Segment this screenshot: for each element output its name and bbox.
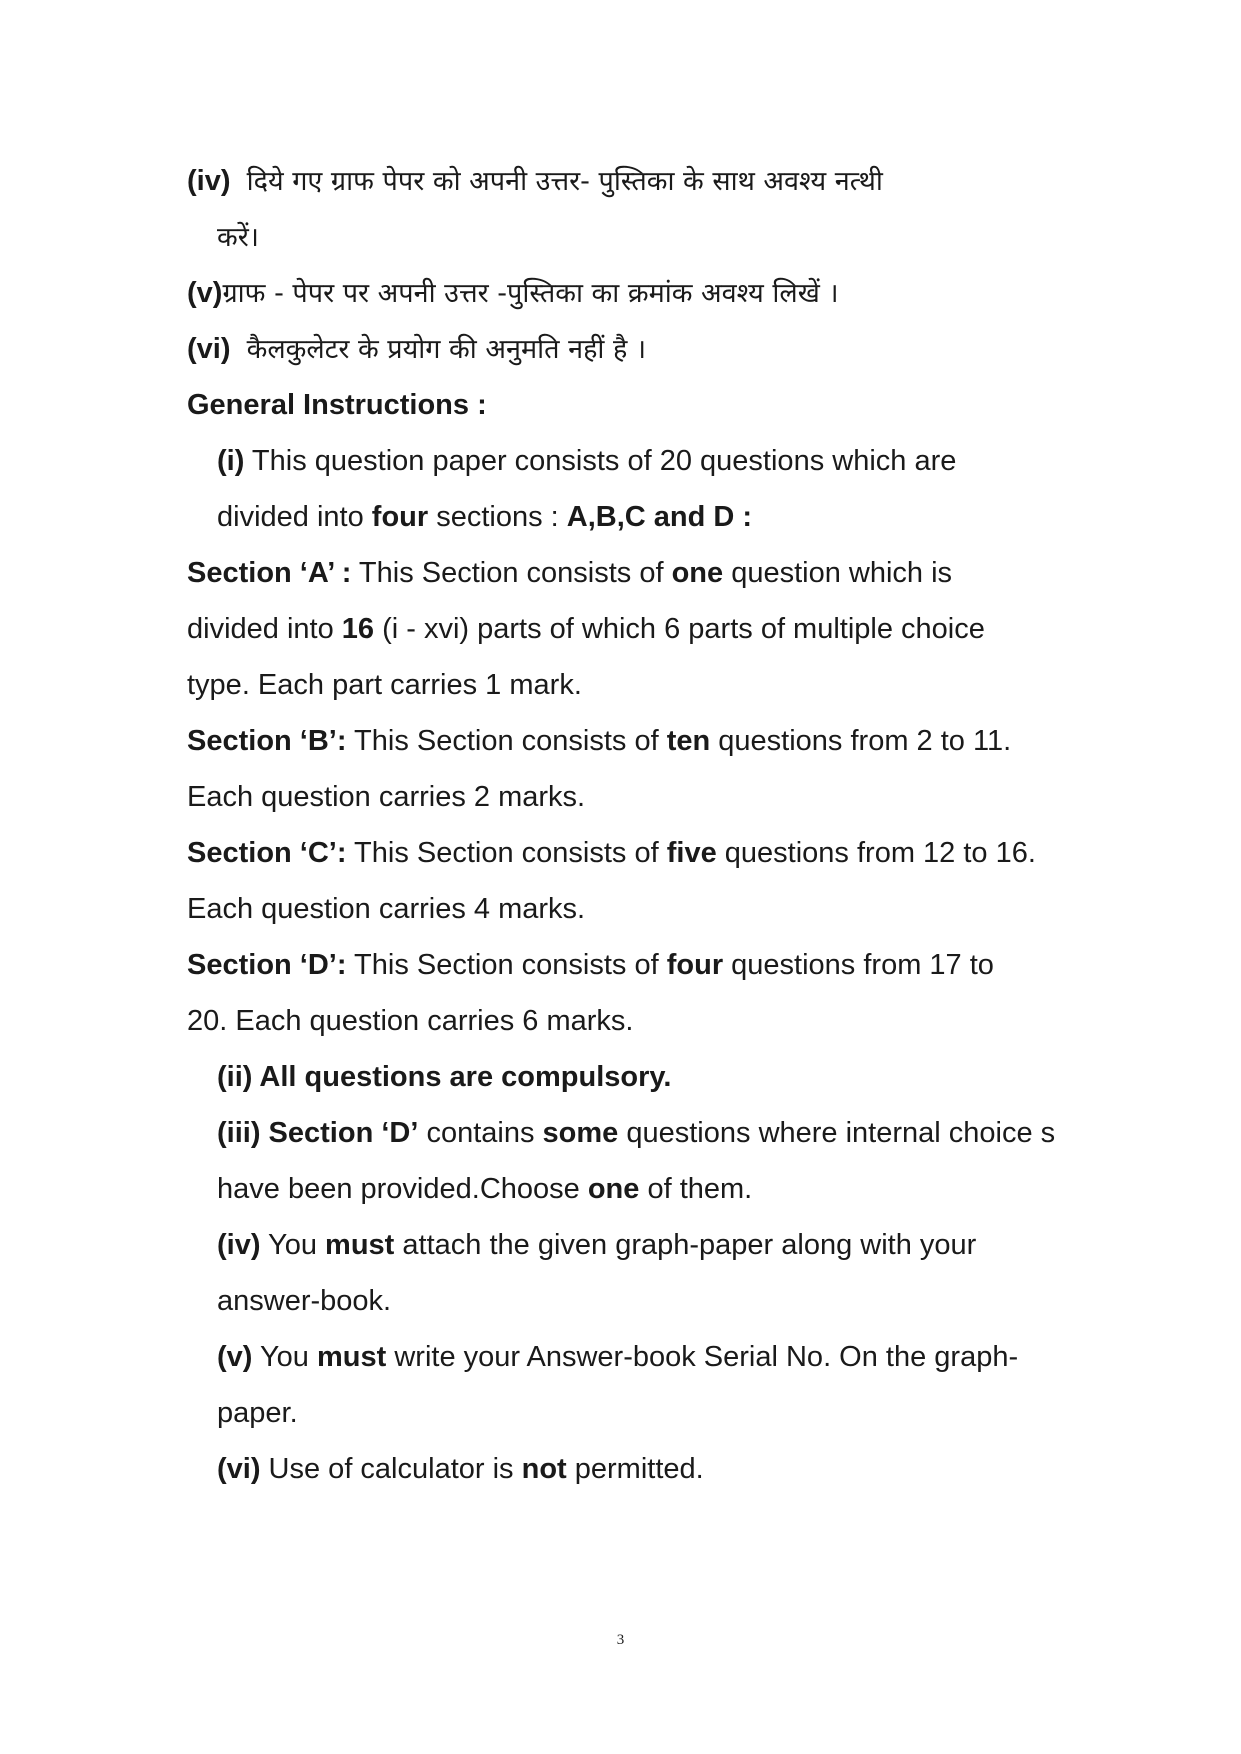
- instruction-iii-l2-a: have been provided.Choose: [217, 1173, 588, 1205]
- instruction-ii: [187, 1049, 1067, 1105]
- instruction-iv-cont: [187, 1273, 1067, 1329]
- section-d-four: four: [666, 949, 724, 981]
- instruction-v-l2: paper.: [217, 1397, 298, 1429]
- hindi-instruction-iv: [187, 153, 1067, 209]
- hindi-iv-label: (iv): [187, 165, 231, 197]
- instruction-vi-not: not: [521, 1453, 567, 1485]
- section-b-text-a: This Section consists of: [346, 725, 667, 757]
- instruction-i-text-c: sections :: [428, 501, 567, 533]
- instruction-iv-l2: answer-book.: [217, 1285, 392, 1317]
- instruction-v: [187, 1329, 1067, 1385]
- section-d-text-c: questions from 17 to: [723, 949, 994, 981]
- section-b-label: Section ‘B’:: [187, 725, 347, 757]
- instruction-i-text: This question paper consists of 20 questions which are: [244, 445, 957, 477]
- section-a-text-a: This Section consists of: [351, 557, 672, 589]
- section-c-label: Section ‘C’:: [187, 837, 347, 869]
- section-b-ten: ten: [666, 725, 711, 757]
- section-a-l2-a: divided into: [187, 613, 342, 645]
- section-d-line-2: [187, 993, 1067, 1049]
- instruction-v-a: You: [252, 1341, 317, 1373]
- instruction-iii-some: some: [542, 1117, 619, 1149]
- section-a-line-2: [187, 601, 1067, 657]
- hindi-iv-text: दिये गए ग्राफ पेपर को अपनी उत्तर- पुस्तिका के साथ अवश्य नत्थी: [246, 166, 883, 197]
- instruction-vi-a: Use of calculator is: [260, 1453, 522, 1485]
- section-a-line-3: [187, 657, 1067, 713]
- instruction-i-sections: A,B,C and D :: [566, 501, 753, 533]
- section-a-l2-c: (i - xvi) parts of which 6 parts of multiple choice: [374, 613, 985, 645]
- section-d-line-1: [187, 937, 1067, 993]
- section-a-text-c: question which is: [723, 557, 953, 589]
- page-number: 3: [616, 1632, 625, 1648]
- instruction-iii-cont: [187, 1161, 1067, 1217]
- instruction-i: [187, 433, 1067, 489]
- instruction-v-cont: [187, 1385, 1067, 1441]
- section-d-text-a: This Section consists of: [346, 949, 667, 981]
- instruction-iii-label: (iii) Section ‘D’: [217, 1117, 419, 1149]
- instruction-iii-c: questions where internal choice s: [618, 1117, 1056, 1149]
- instruction-vi-c: permitted.: [566, 1453, 704, 1485]
- section-d-label: Section ‘D’:: [187, 949, 347, 981]
- section-b-line-2: [187, 769, 1067, 825]
- hindi-iv-text-cont: करें।: [217, 222, 260, 253]
- section-d-l2: 20. Each question carries 6 marks.: [187, 1005, 634, 1037]
- section-b-l2: Each question carries 2 marks.: [187, 781, 586, 813]
- hindi-instruction-iv-cont: [187, 209, 1067, 265]
- instructions-body: [187, 153, 1067, 1497]
- instruction-iii-a: contains: [418, 1117, 543, 1149]
- section-a-sixteen: 16: [341, 613, 375, 645]
- heading-text: General Instructions :: [187, 389, 487, 421]
- section-b-text-c: questions from 2 to 11.: [710, 725, 1012, 757]
- section-a-one: one: [671, 557, 724, 589]
- instruction-i-label: (i): [217, 445, 245, 477]
- instruction-iii-l2-c: of them.: [639, 1173, 753, 1205]
- instruction-iv-c: attach the given graph-paper along with your: [394, 1229, 977, 1261]
- instruction-v-c: write your Answer-book Serial No. On the graph-: [386, 1341, 1019, 1373]
- instruction-iv-must: must: [325, 1229, 395, 1261]
- instruction-iv: [187, 1217, 1067, 1273]
- instruction-v-must: must: [316, 1341, 387, 1373]
- section-c-text-c: questions from 12 to 16.: [716, 837, 1036, 869]
- section-a-l3: type. Each part carries 1 mark.: [187, 669, 582, 701]
- hindi-instruction-v: [187, 265, 1067, 321]
- instruction-i-four: four: [371, 501, 429, 533]
- general-instructions-heading: [187, 377, 1067, 433]
- instruction-iii-one: one: [587, 1173, 640, 1205]
- instruction-ii-text: (ii) All questions are compulsory.: [217, 1061, 672, 1093]
- section-c-line-1: [187, 825, 1067, 881]
- instruction-iii: [187, 1105, 1067, 1161]
- instruction-iv-label: (iv): [217, 1229, 261, 1261]
- section-c-text-a: This Section consists of: [346, 837, 667, 869]
- instruction-v-label: (v): [217, 1341, 253, 1373]
- instruction-vi: [187, 1441, 1067, 1497]
- section-c-line-2: [187, 881, 1067, 937]
- instruction-i-text-a: divided into: [217, 501, 372, 533]
- hindi-v-text: ग्राफ - पेपर पर अपनी उत्तर -पुस्तिका का क्रमांक अवश्य लिखें ।: [222, 278, 839, 309]
- section-a-line-1: [187, 545, 1067, 601]
- hindi-instruction-vi: [187, 321, 1067, 377]
- instruction-vi-label: (vi): [217, 1453, 261, 1485]
- hindi-vi-text: कैलकुलेटर के प्रयोग की अनुमति नहीं है ।: [246, 334, 647, 365]
- hindi-v-label: (v): [187, 277, 223, 309]
- section-b-line-1: [187, 713, 1067, 769]
- hindi-vi-label: (vi): [187, 333, 231, 365]
- instruction-i-cont: [187, 489, 1067, 545]
- instruction-iv-a: You: [260, 1229, 326, 1261]
- section-c-l2: Each question carries 4 marks.: [187, 893, 586, 925]
- section-c-five: five: [666, 837, 717, 869]
- section-a-label: Section ‘A’ :: [187, 557, 352, 589]
